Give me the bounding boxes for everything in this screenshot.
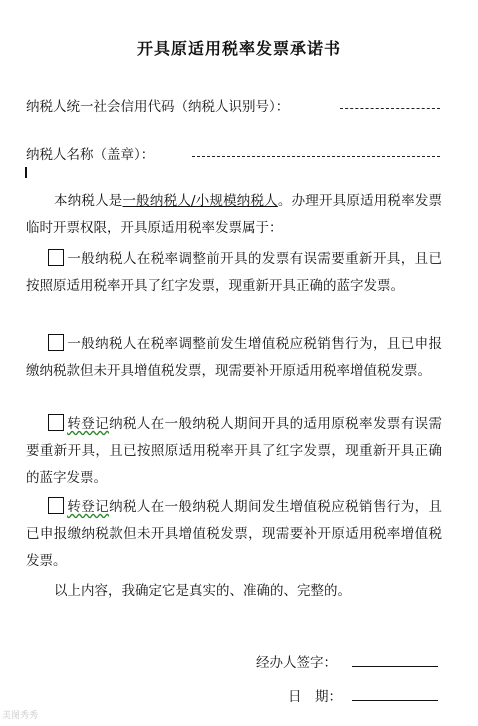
text-cursor bbox=[25, 167, 27, 178]
intro-prefix: 本纳税人是 bbox=[54, 193, 123, 209]
taxpayer-id-field[interactable] bbox=[340, 108, 440, 109]
option-3 bbox=[26, 411, 442, 492]
option-3-highlight: 转登记 bbox=[67, 416, 110, 432]
declaration: 以上内容，我确定它是真实的、准确的、完整的。 bbox=[54, 583, 351, 599]
option-1-text: 一般纳税人在税率调整前开具的发票有误需要重新开具，且已按照原适用税率开具了红字发票，现重新开具正确的蓝字发票。 bbox=[26, 251, 442, 294]
option-4-checkbox[interactable] bbox=[48, 497, 64, 514]
signer-label: 经办人签字： bbox=[256, 655, 337, 671]
option-3-text: 纳税人在一般纳税人期间开具的适用原税率发票有误需要重新开具，且已按照原适用税率开具了红字发票，现重新开具正确的蓝字发票。 bbox=[26, 416, 443, 486]
taxpayer-id-label: 纳税人统一社会信用代码（纳税人识别号）： bbox=[26, 99, 290, 115]
option-2 bbox=[26, 331, 442, 385]
watermark-logo: 美图秀秀 bbox=[2, 711, 39, 721]
option-2-text: 一般纳税人在税率调整前发生增值税应税销售行为，且已申报缴纳税款但未开具增值税发票，现需要补开原适用税率增值税发票。 bbox=[26, 336, 442, 379]
signer-field[interactable] bbox=[352, 666, 438, 667]
option-4-text: 纳税人在一般纳税人期间发生增值税应税销售行为，且已申报缴纳税款但未开具增值税发票，现需要补开原适用税率增值税发票。 bbox=[26, 499, 443, 569]
intro-paragraph bbox=[26, 188, 442, 242]
document-title: 开具原适用税率发票承诺书 bbox=[136, 39, 341, 58]
date-field[interactable] bbox=[352, 700, 438, 701]
option-1 bbox=[26, 246, 442, 300]
taxpayer-type-choice: 一般纳税人/小规模纳税人 bbox=[122, 193, 278, 209]
taxpayer-name-label: 纳税人名称（盖章）： bbox=[26, 147, 155, 163]
intro-suffix: 。办理开具原适用税率发票临时开票权限，开具原适用税率发票属于： bbox=[26, 193, 443, 236]
option-2-checkbox[interactable] bbox=[48, 334, 64, 351]
taxpayer-name-field[interactable] bbox=[192, 156, 440, 157]
option-1-checkbox[interactable] bbox=[48, 249, 64, 266]
option-3-checkbox[interactable] bbox=[48, 414, 64, 431]
option-4 bbox=[26, 494, 442, 575]
date-label: 日 期： bbox=[288, 689, 342, 705]
option-4-highlight: 转登记 bbox=[67, 499, 110, 515]
